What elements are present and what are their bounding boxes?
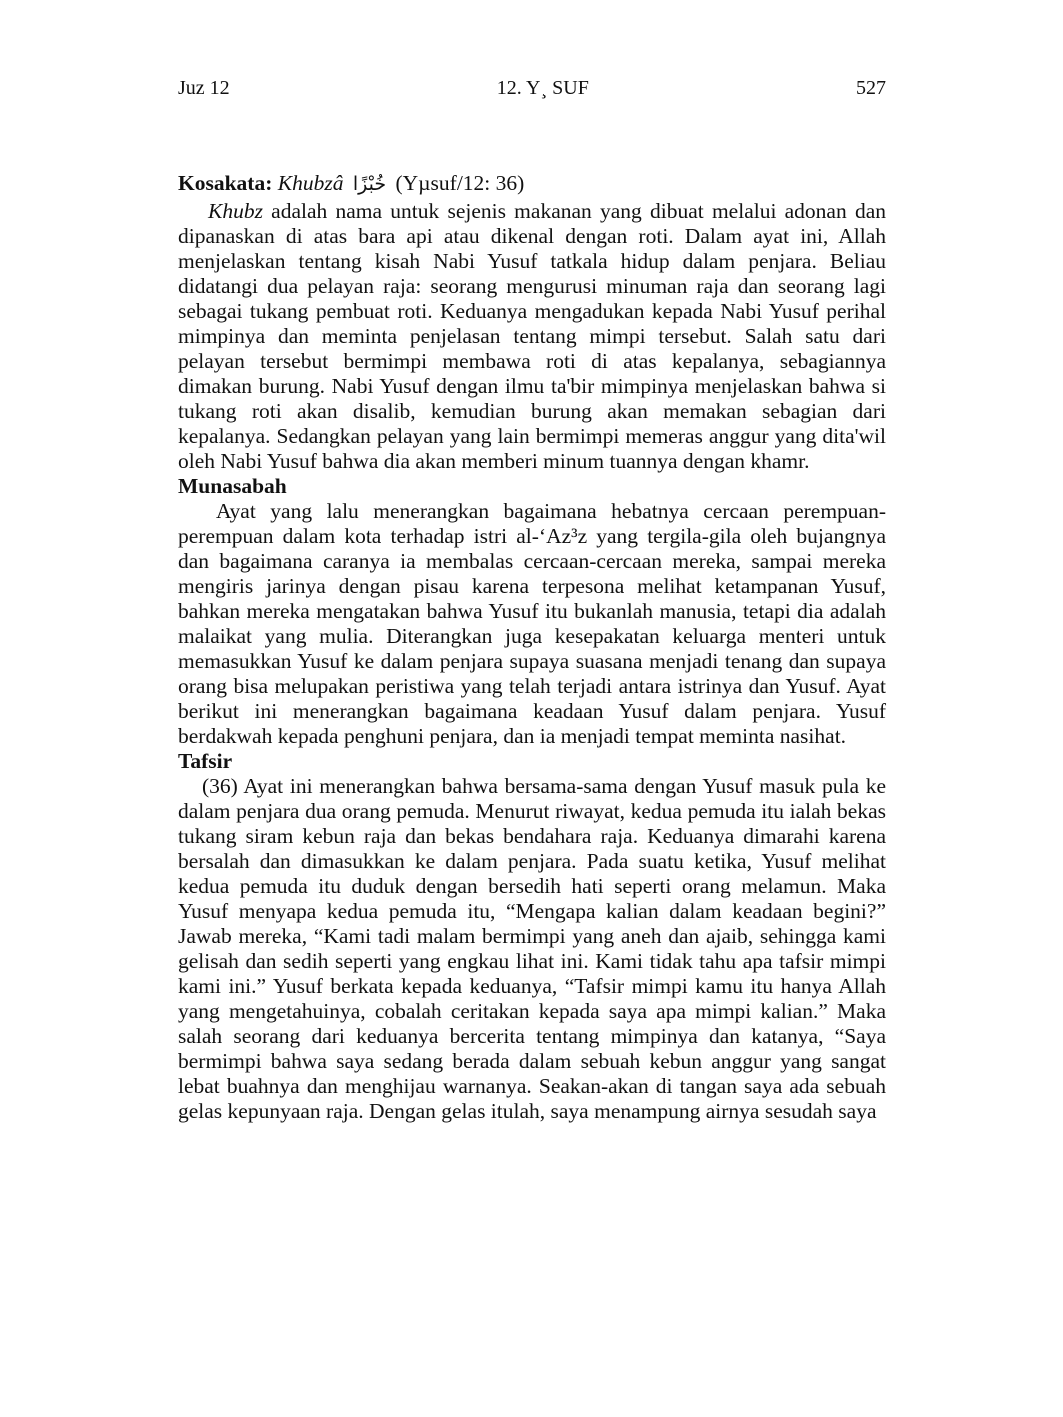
page-number: 527 — [855, 77, 886, 99]
kosakata-arabic: خُبْزًا — [352, 173, 387, 195]
kosakata-reference: (Yµsuf/12: 36) — [395, 171, 525, 195]
munasabah-title: Munasabah — [178, 474, 287, 498]
kosakata-heading — [178, 168, 886, 199]
book-page — [178, 70, 886, 1124]
tafsir-title: Tafsir — [178, 749, 233, 773]
header-surah: 12. Y¸ SUF — [496, 77, 589, 99]
kosakata-paragraph-term: Khubz — [208, 199, 263, 223]
tafsir-paragraph: (36) Ayat ini menerangkan bahwa bersama-sama dengan Yusuf masuk pula ke dalam penjara dua orang pemuda. Menurut riwayat, kedua pemuda itu ialah bekas tukang siram kebun raja dan bekas bendahara raja. Keduanya dimarahi karena bersalah dan dimasukkan ke dalam penjara. Pada suatu ketika, Yusuf melihat kedua pemuda itu duduk dengan bersedih hati seperti orang melamun. Maka Yusuf menyapa kedua pemuda itu, “Mengapa kalian dalam keadaan begini?” Jawab mereka, “Kami tadi malam bermimpi yang aneh dan ajaib, sehingga kami gelisah dan sedih seperti yang engkau lihat ini. Kami tidak tahu apa tafsir mimpi kami ini.” Yusuf berkata kepada keduanya, “Tafsir mimpi kamu itu hanya Allah yang mengetahuinya, cobalah ceritakan kepada saya apa mimpi kalian.” Maka salah seorang dari keduanya bercerita tentang mimpinya dan katanya, “Saya bermimpi bahwa saya sedang berada dalam sebuah kebun anggur yang sangat lebat buahnya dan menghijau warnanya. Seakan-akan di tangan saya ada sebuah gelas kepunyaan raja. Dengan gelas itulah, saya menampung airnya sesudah saya — [178, 774, 886, 1123]
munasabah-paragraph: Ayat yang lalu menerangkan bagaimana hebatnya cercaan perempuan-perempuan dalam kota terhadap istri al-‘Az³z yang tergila-gila oleh bujangnya dan bagaimana caranya ia membalas cercaan-cercaan mereka, sampai mereka mengiris jarinya dengan pisau karena terpesona melihat ketampanan Yusuf, bahkan mereka mengatakan bahwa Yusuf itu bukanlah manusia, tetapi dia adalah malaikat yang mulia. Diterangkan juga kesepakatan keluarga menteri untuk memasukkan Yusuf ke dalam penjara supaya suasana menjadi tenang dan supaya orang bisa melupakan peristiwa yang telah terjadi antara istrinya dan Yusuf. Ayat berikut ini menerangkan bagaimana keadaan Yusuf dalam penjara. Yusuf berdakwah kepada penghuni penjara, dan ia menjadi tempat meminta nasihat. — [178, 499, 886, 748]
kosakata-label: Kosakata: — [178, 171, 273, 195]
running-header — [178, 70, 886, 106]
header-juz: Juz 12 — [178, 77, 230, 99]
kosakata-paragraph — [178, 199, 886, 474]
kosakata-term: Khubzâ — [277, 171, 344, 195]
kosakata-paragraph-text: adalah nama untuk sejenis makanan yang dibuat melalui adonan dan dipanaskan di atas bara api atau dikenal dengan roti. Dalam ayat ini, Allah menjelaskan tentang kisah Nabi Yusuf tatkala hidup dalam penjara. Beliau didatangi dua pelayan raja: seorang mengurusi minuman raja dan seorang lagi sebagai tukang pembuat roti. Keduanya mengadukan kepada Nabi Yusuf perihal mimpinya dan meminta penjelasan tentang mimpi tersebut. Salah satu dari pelayan tersebut bermimpi membawa roti di atas kepalanya, sebagiannya dimakan burung. Nabi Yusuf dengan ilmu ta'bir mimpinya menjelaskan bahwa si tukang roti akan disalib, kemudian burung akan memakan sebagian dari kepalanya. Sedangkan pelayan yang lain bermimpi memeras anggur yang dita'wil oleh Nabi Yusuf bahwa dia akan memberi minum tuannya dengan khamr. — [178, 199, 886, 473]
